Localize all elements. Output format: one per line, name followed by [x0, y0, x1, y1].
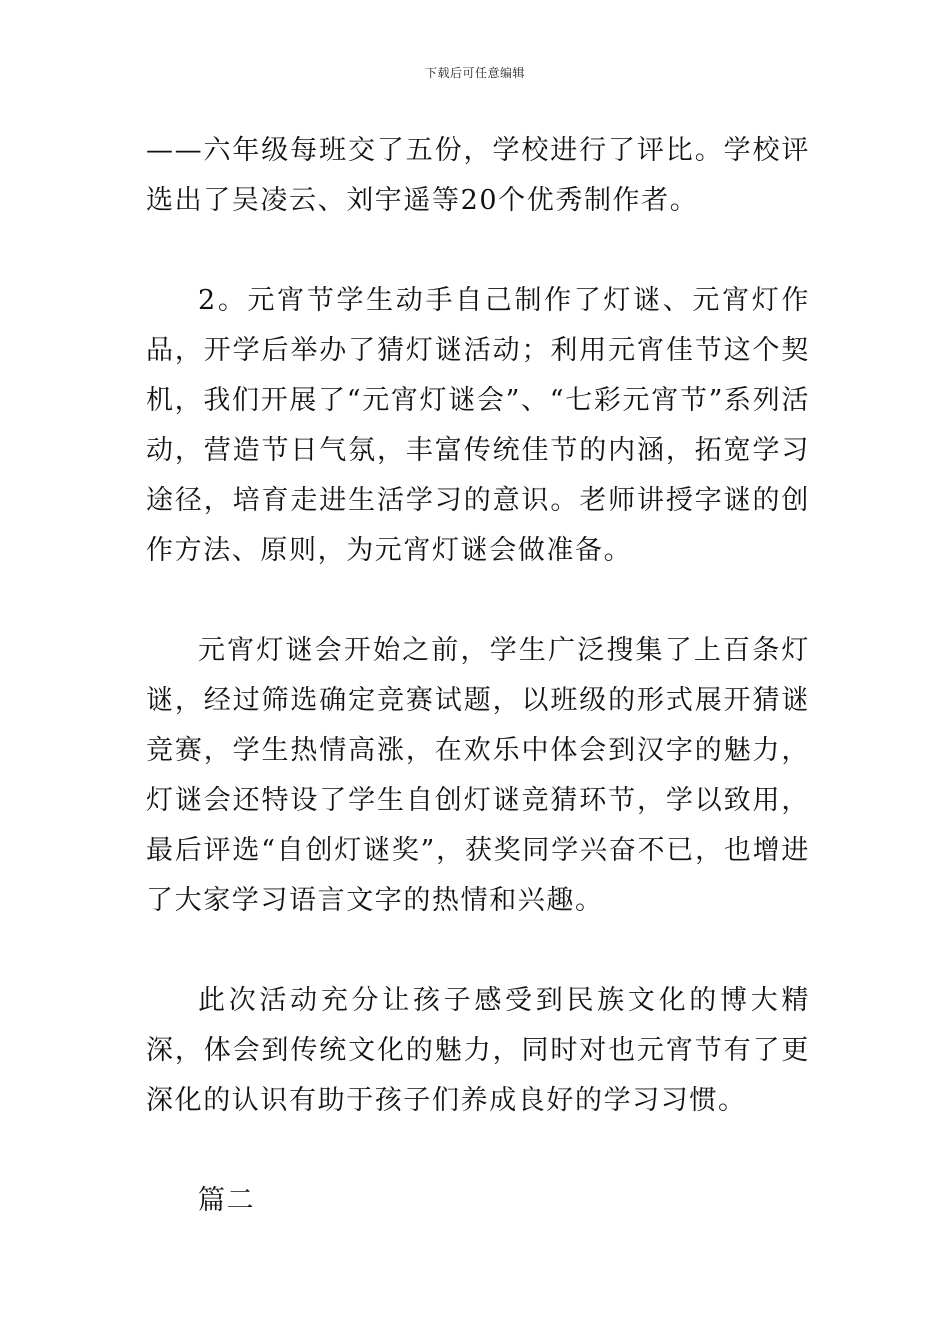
paragraph-spacer [146, 1126, 810, 1176]
paragraph-4: 此次活动充分让孩子感受到民族文化的博大精深，体会到传统文化的魅力，同时对也元宵节有了更深化的认识有助于孩子们养成良好的学习习惯。 [146, 985, 810, 1116]
paragraph-1: ——六年级每班交了五份，学校进行了评比。学校评选出了吴凌云、刘宇遥等20个优秀制作者。 [146, 135, 810, 216]
page-header: 下载后可任意编辑 [424, 66, 525, 80]
paragraph-3: 元宵灯谜会开始之前，学生广泛搜集了上百条灯谜，经过筛选确定竞赛试题，以班级的形式展开猜谜竞赛，学生热情高涨，在欢乐中体会到汉字的魅力，灯谜会还特设了学生自创灯谜竞猜环节，学以致用，最后评选“自创灯谜奖”，获奖同学兴奋不已，也增进了大家学习语言文字的热情和兴趣。 [146, 635, 810, 916]
paragraph-spacer [146, 226, 810, 276]
paragraph-spacer [146, 926, 810, 976]
document-body [146, 126, 810, 1226]
section-heading: 篇二 [198, 1185, 256, 1216]
paragraph-2: 2。元宵节学生动手自己制作了灯谜、元宵灯作品，开学后举办了猜灯谜活动；利用元宵佳节这个契机，我们开展了“元宵灯谜会”、“七彩元宵节”系列活动，营造节日气氛，丰富传统佳节的内涵，拓宽学习途径，培育走进生活学习的意识。老师讲授字谜的创作方法、原则，为元宵灯谜会做准备。 [146, 285, 810, 566]
paragraph-spacer [146, 576, 810, 626]
